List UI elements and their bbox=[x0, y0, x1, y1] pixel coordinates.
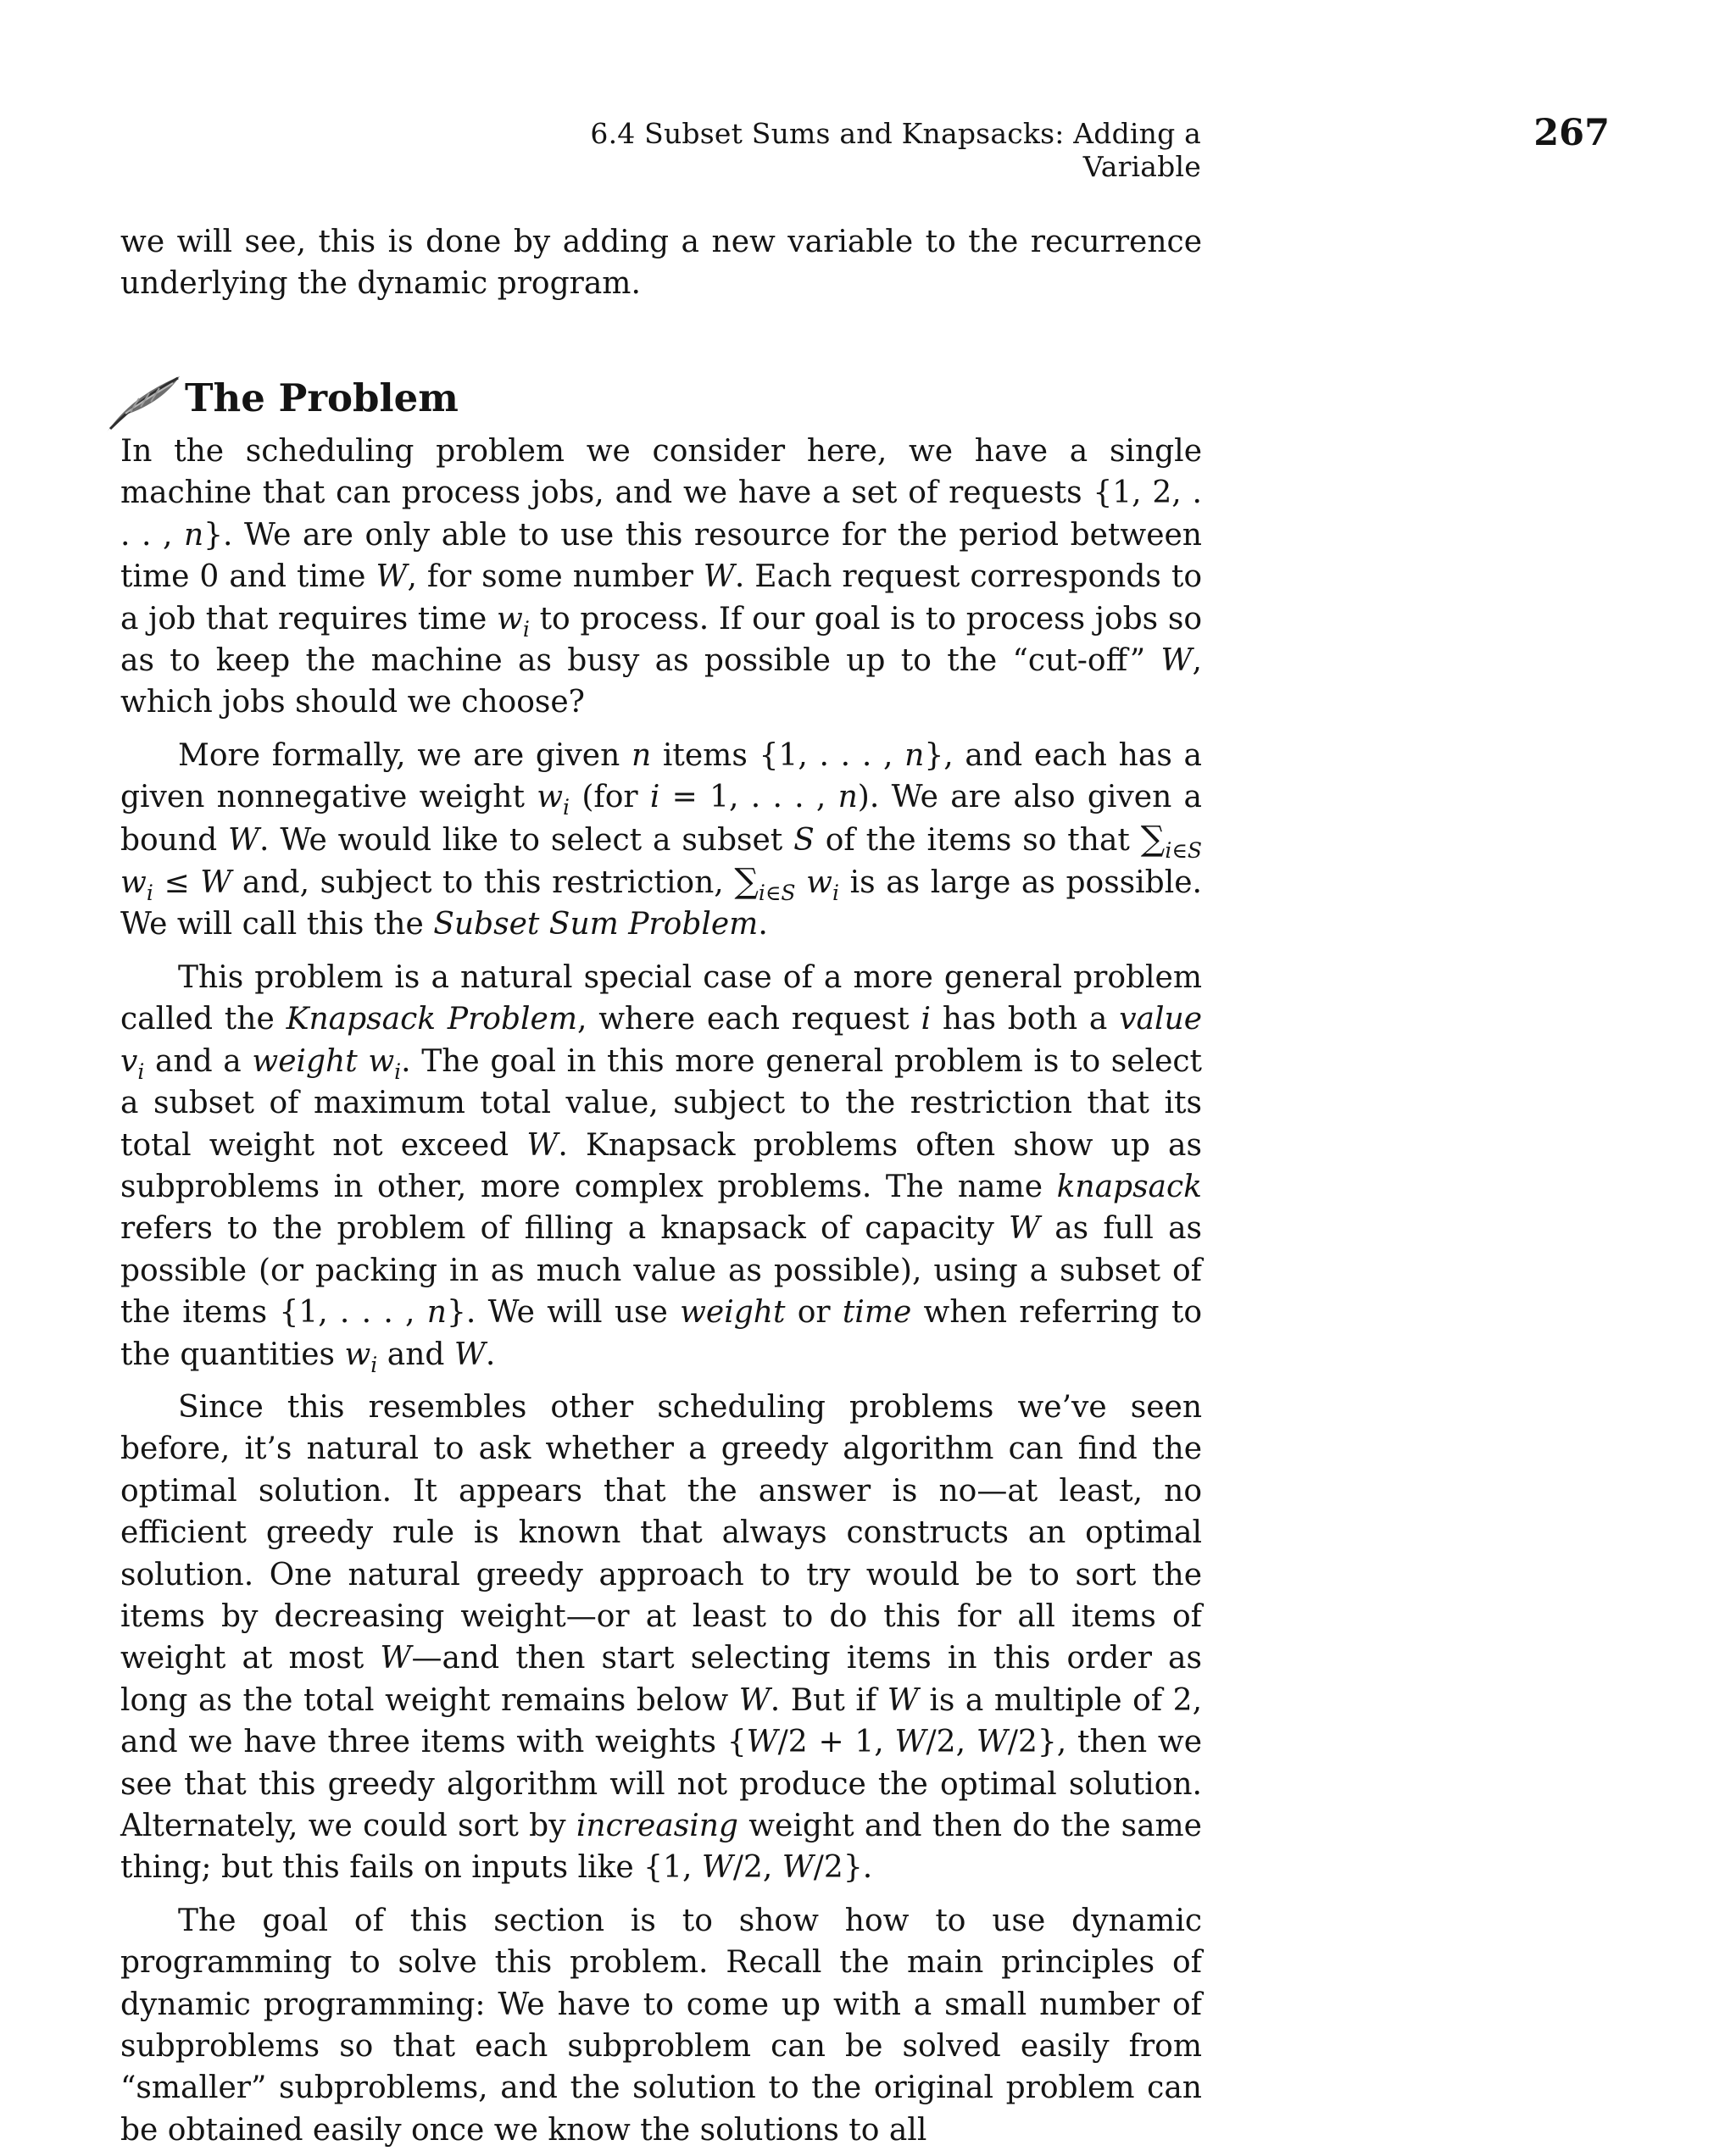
quill-pen-icon bbox=[102, 370, 186, 437]
page-number: 267 bbox=[1533, 112, 1610, 154]
paragraph-2: More formally, we are given n items {1, . . . , n}, and each has a given nonnegative weight $w_i$ (for i = 1, . . . , n). We are also given a bound W. We would like to select a subset S of the items so that $\sum_{i\in S}$ $w_i \le W$ and, subject to this restriction, $\sum_{i\in S}$ $w_i$ is as large as possible. We will call this the Subset Sum Problem. bbox=[120, 737, 1202, 942]
paragraph-3: This problem is a natural special case of a more general problem called the Knapsack Problem, where each request i has both a value $v_i$ and a weight $w_i$. The goal in this more general problem is to select a subset of maximum total value, subject to the restriction that its total weight not exceed W. Knapsack problems often show up as subproblems in other, more complex problems. The name knapsack refers to the problem of filling a knapsack of capacity W as full as possible (or packing in as much value as possible), using a subset of the items {1, . . . , n}. We will use weight or time when referring to the quantities $w_i$ and W. bbox=[120, 959, 1203, 1377]
paragraph-intro: we will see, this is done by adding a new variable to the recurrence underlying the dynamic program. bbox=[120, 225, 1202, 302]
section-heading: The Problem bbox=[185, 375, 459, 420]
intro-paragraph bbox=[120, 221, 1202, 305]
paragraph-4: Since this resembles other scheduling problems we’ve seen before, it’s natural to ask whether a greedy algorithm can find the optimal solution. It appears that the answer is no—at least, no efficient greedy rule is known that always constructs an optimal solution. One natural greedy approach to try would be to sort the items by decreasing weight—or at least to do this for all items of weight at most W—and then start selecting items in this order as long as the total weight remains below W. But if W is a multiple of 2, and we have three items with weights {W/2 + 1, W/2, W/2}, then we see that this greedy algorithm will not produce the optimal solution. Alternately, we could sort by increasing weight and then do the same thing; but this fails on inputs like {1, W/2, W/2}. bbox=[120, 1389, 1203, 1886]
running-head: 6.4 Subset Sums and Knapsacks: Adding a Variable bbox=[590, 117, 1201, 183]
body-text bbox=[120, 431, 1202, 2151]
paragraph-1: In the scheduling problem we consider here, we have a single machine that can process jobs, and we have a set of requests {1, 2, . . . , n}. We are only able to use this resource for the period between time 0 and time W, for some number W. Each request corresponds to a job that requires time $w_i$ to process. If our goal is to process jobs so as to keep the machine as busy as possible up to the “cut-off” W, which jobs should we choose? bbox=[120, 434, 1202, 720]
paragraph-5: The goal of this section is to show how to use dynamic programming to solve this problem. Recall the main principles of dynamic programming: We have to come up with a small number of subproblems so that each subproblem can be solved easily from “smaller” subproblems, and the solution to the original problem can be obtained easily once we know the solutions to all bbox=[120, 1903, 1202, 2148]
